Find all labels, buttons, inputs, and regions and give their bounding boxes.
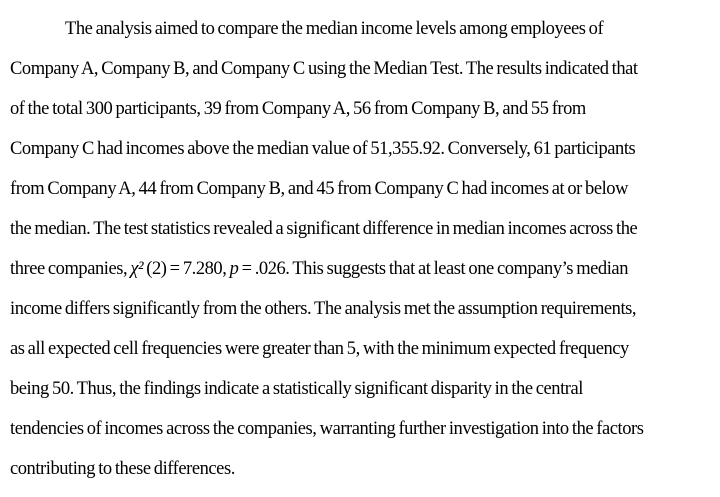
line-text: tendencies of incomes across the companies, warranting further investigation into the factors: [10, 419, 644, 439]
p-value-symbol: p: [229, 259, 239, 279]
paragraph-line: [10, 89, 712, 129]
paragraph-line: [10, 329, 712, 369]
paragraph-line: [10, 289, 712, 329]
paragraph-line: [10, 409, 712, 449]
line-text: Company A, Company B, and Company C using the Median Test. The results indicated that: [10, 59, 638, 79]
line-text: from Company A, 44 from Company B, and 45 from Company C had incomes at or below: [10, 179, 629, 199]
paragraph-line-statistics: [10, 249, 712, 289]
paragraph-line: [10, 209, 712, 249]
paragraph-line: [10, 49, 712, 89]
paragraph-line: [10, 369, 712, 409]
line-text: Company C had incomes above the median value of 51,355.92. Conversely, 61 participants: [10, 139, 636, 159]
paragraph: [10, 9, 712, 489]
line-text: income differs significantly from the others. The analysis met the assumption requirements,: [10, 299, 637, 319]
paragraph-line: [10, 9, 712, 49]
chi-square-value: (2) = 7.280,: [143, 259, 230, 279]
line-text: being 50. Thus, the findings indicate a statistically significant disparity in the central: [10, 379, 583, 399]
paragraph-line: [10, 129, 712, 169]
line-text: of the total 300 participants, 39 from Company A, 56 from Company B, and 55 from: [10, 99, 586, 119]
line-text: three companies,: [10, 259, 131, 279]
paragraph-line: [10, 169, 712, 209]
paragraph-line: [10, 449, 712, 489]
line-text: The analysis aimed to compare the median income levels among employees of: [65, 19, 604, 39]
line-text: the median. The test statistics revealed a significant difference in median incomes across the: [10, 219, 638, 239]
p-value-text: = .026. This suggests that at least one company’s median: [238, 259, 628, 279]
chi-square-symbol: χ²: [130, 259, 144, 279]
line-text: contributing to these differences.: [10, 459, 235, 479]
line-text: as all expected cell frequencies were greater than 5, with the minimum expected frequency: [10, 339, 629, 359]
